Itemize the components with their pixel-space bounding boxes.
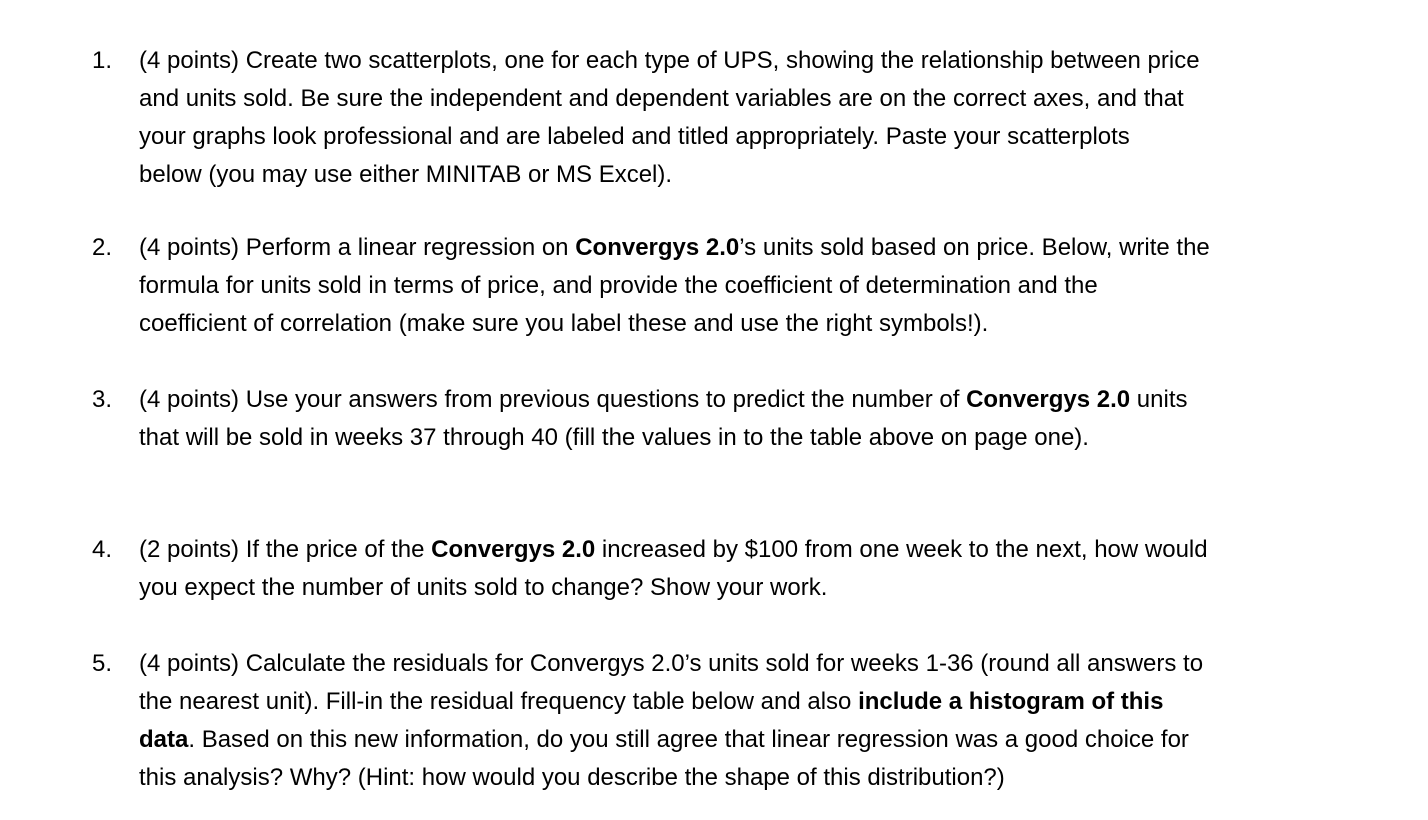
text-line: and units sold. Be sure the independent and dependent variables are on the correct axes, and that — [139, 85, 1184, 112]
text-line — [139, 683, 1329, 721]
text-line — [139, 531, 1329, 569]
text-line: that will be sold in weeks 37 through 40 (fill the values in to the table above on page one). — [139, 424, 1089, 451]
question-number: 3. — [92, 386, 113, 413]
text-line: below (you may use either MINITAB or MS Excel). — [139, 161, 673, 188]
text-span: increased by $100 from one week to the next, how would — [595, 536, 1208, 563]
text-line — [139, 229, 1329, 267]
question-text — [139, 229, 1329, 343]
text-line: you expect the number of units sold to change? Show your work. — [139, 574, 828, 601]
question-number: 5. — [92, 650, 113, 677]
question-text — [139, 645, 1329, 797]
text-span: ’s units sold based on price. Below, write the — [739, 234, 1210, 261]
text-line — [139, 381, 1329, 419]
text-line: (4 points) Calculate the residuals for Convergys 2.0’s units sold for weeks 1-36 (round all answers to — [139, 650, 1204, 677]
emphasis-bold: data — [139, 726, 189, 753]
text-span: (2 points) If the price of the — [139, 536, 432, 563]
question-number: 1. — [92, 47, 113, 74]
question-number: 2. — [92, 234, 113, 261]
emphasis-bold: include a histogram of this — [858, 688, 1164, 715]
text-span: units — [1130, 386, 1188, 413]
text-span: (4 points) Use your answers from previous questions to predict the number of — [139, 386, 967, 413]
product-name-bold: Convergys 2.0 — [575, 234, 740, 261]
text-line: (4 points) Create two scatterplots, one for each type of UPS, showing the relationship between price — [139, 47, 1200, 74]
text-line — [139, 721, 1329, 759]
question-text — [139, 42, 1329, 194]
text-span: (4 points) Perform a linear regression on — [139, 234, 576, 261]
text-line: your graphs look professional and are labeled and titled appropriately. Paste your scatterplots — [139, 123, 1130, 150]
question-number: 4. — [92, 536, 113, 563]
question-text — [139, 381, 1329, 457]
text-line: formula for units sold in terms of price, and provide the coefficient of determination and the — [139, 272, 1098, 299]
text-span: . Based on this new information, do you still agree that linear regression was a good choice for — [188, 726, 1189, 753]
product-name-bold: Convergys 2.0 — [431, 536, 596, 563]
text-line: this analysis? Why? (Hint: how would you describe the shape of this distribution?) — [139, 764, 1005, 791]
product-name-bold: Convergys 2.0 — [966, 386, 1131, 413]
text-span: the nearest unit). Fill-in the residual frequency table below and also — [139, 688, 859, 715]
question-text — [139, 531, 1329, 607]
text-line: coefficient of correlation (make sure you label these and use the right symbols!). — [139, 310, 989, 337]
